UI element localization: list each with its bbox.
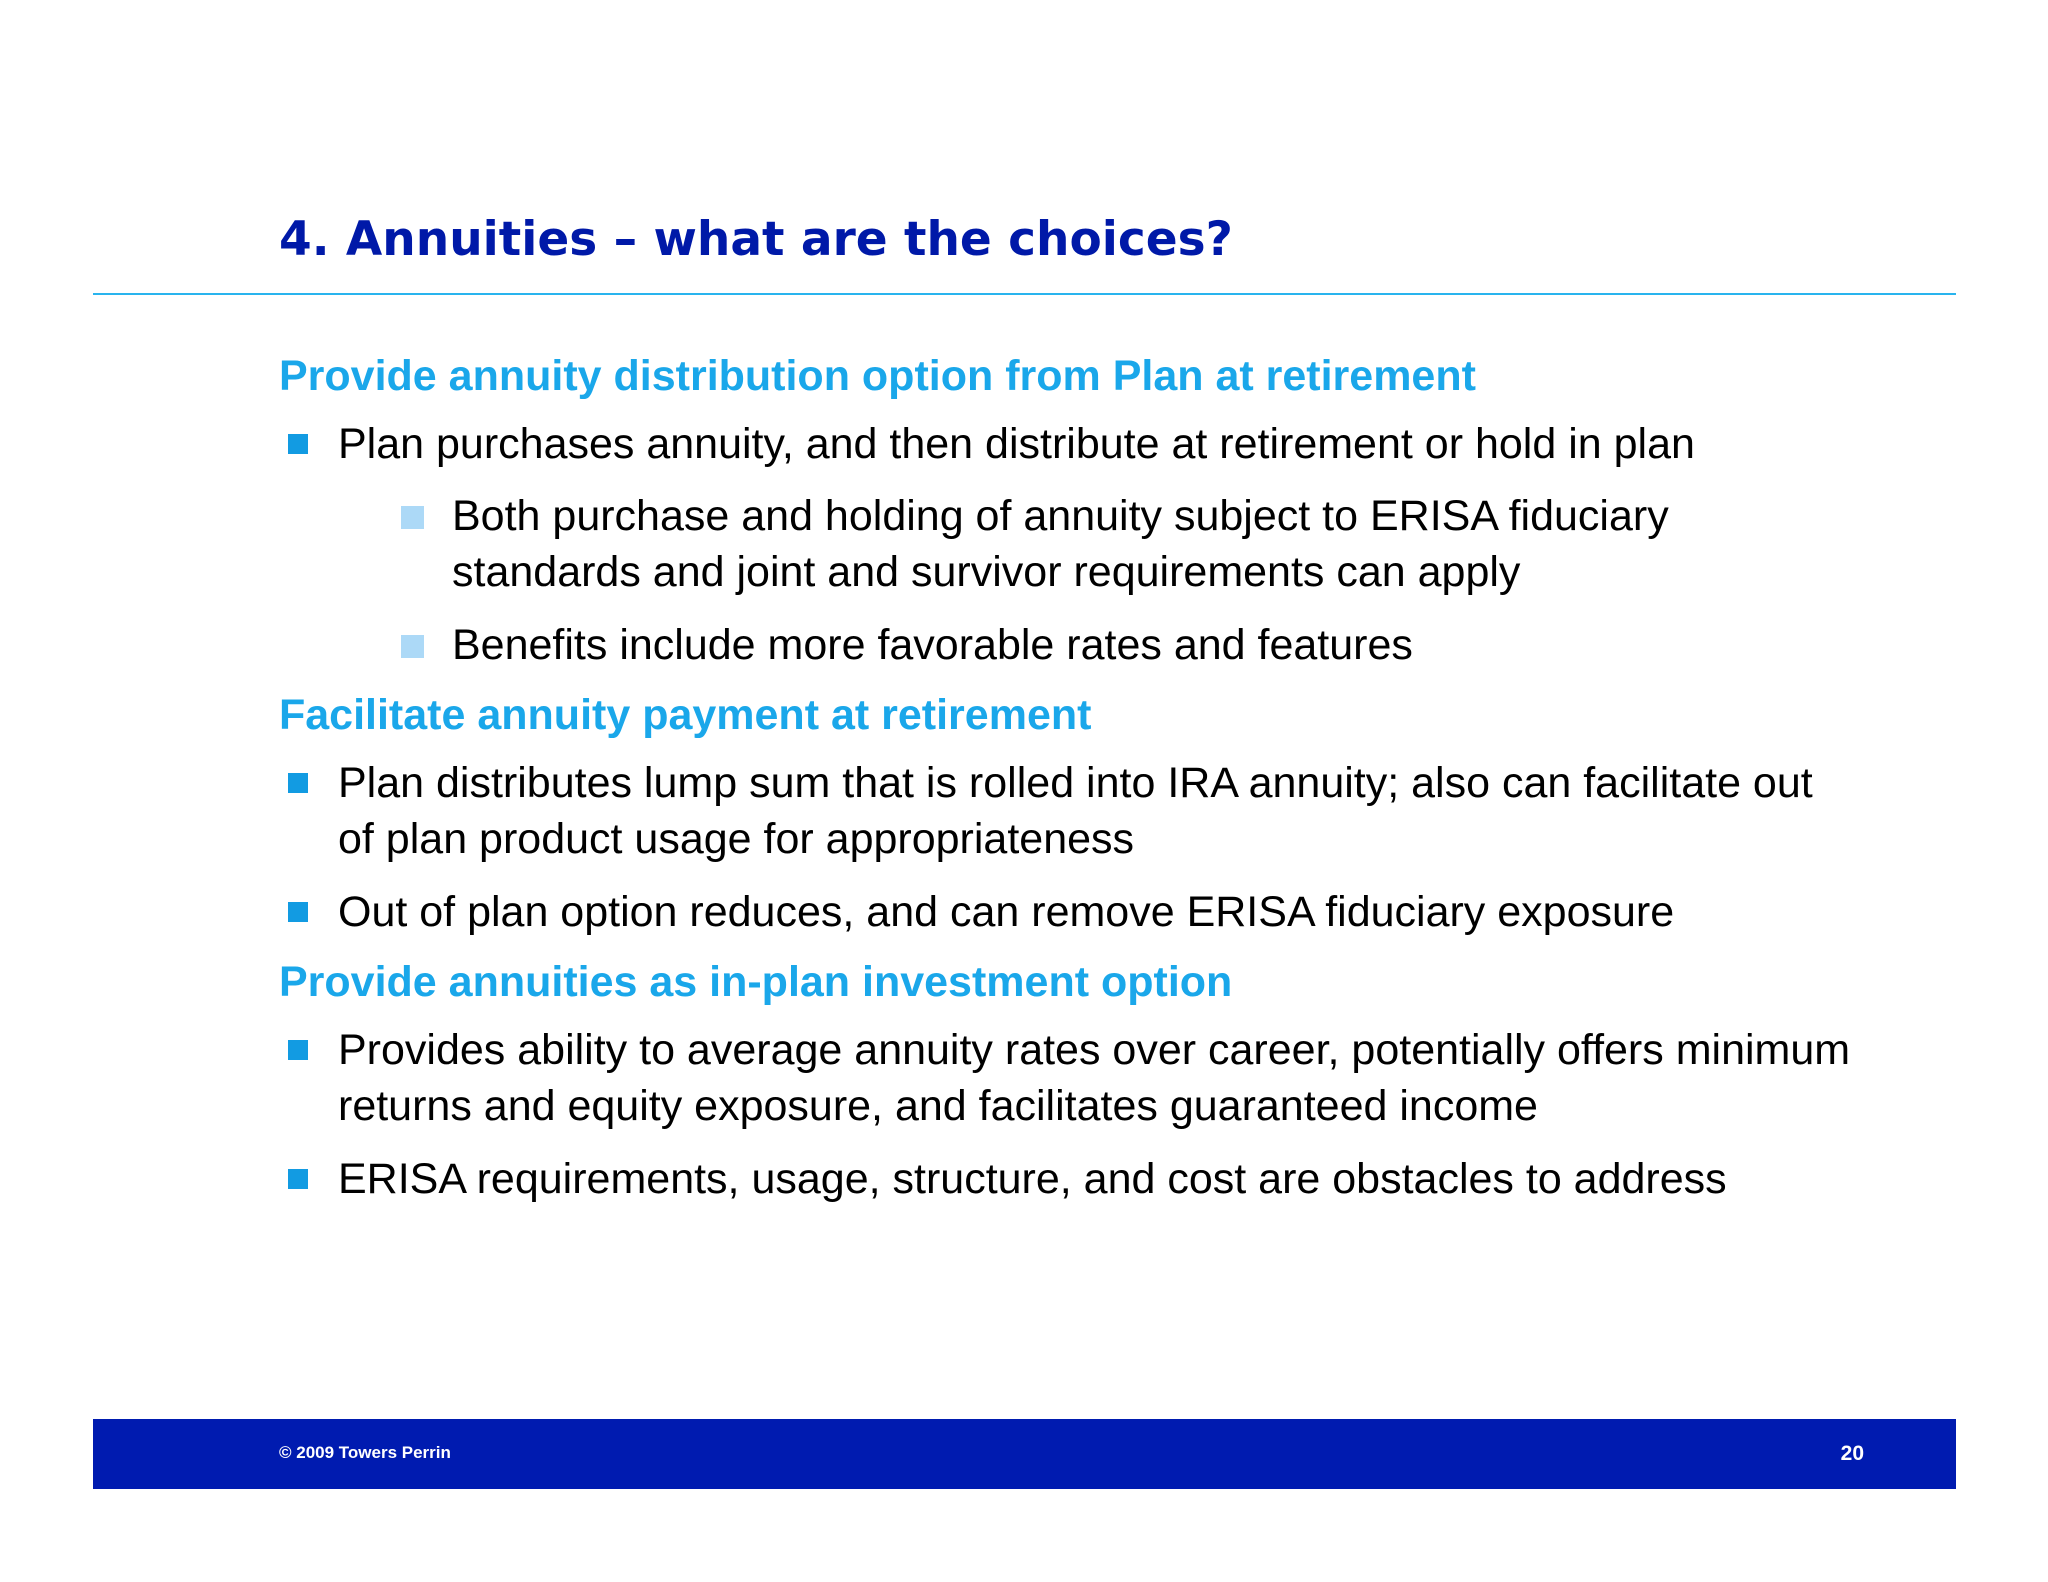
square-bullet-icon <box>288 1169 308 1189</box>
section-heading: Provide annuities as in-plan investment option <box>279 958 1233 1006</box>
square-bullet-icon <box>288 434 308 454</box>
section-annuity-payment <box>279 687 1859 940</box>
footer-bar <box>93 1419 1956 1489</box>
sub-bullet-list <box>338 488 1859 673</box>
section-annuity-distribution <box>279 348 1859 673</box>
bullet-text: Provides ability to average annuity rates over career, potentially offers minimum returns and equity exposure, and facilitates guaranteed income <box>338 1026 1851 1130</box>
slide-content <box>279 348 1859 1207</box>
bullet-text: Plan distributes lump sum that is rolled into IRA annuity; also can facilitate out of plan product usage for appropriateness <box>338 759 1813 863</box>
square-bullet-icon <box>288 902 308 922</box>
title-divider <box>93 293 1956 295</box>
bullet-item <box>279 884 1859 940</box>
page-number: 20 <box>1840 1442 1864 1465</box>
section-heading: Provide annuity distribution option from Plan at retirement <box>279 352 1476 400</box>
bullet-text: Plan purchases annuity, and then distribute at retirement or hold in plan <box>338 420 1695 468</box>
sub-bullet-text: Benefits include more favorable rates and features <box>452 621 1413 669</box>
section-heading: Facilitate annuity payment at retirement <box>279 691 1092 739</box>
bullet-text: ERISA requirements, usage, structure, and cost are obstacles to address <box>338 1155 1727 1203</box>
copyright-notice: © 2009 Towers Perrin <box>279 1443 451 1462</box>
bullet-item <box>279 1151 1859 1207</box>
sub-bullet-item <box>338 617 1859 673</box>
slide-title: 4. Annuities – what are the choices? <box>279 212 1233 267</box>
sub-bullet-text: Both purchase and holding of annuity subject to ERISA fiduciary standards and joint and survivor requirements can apply <box>452 492 1669 596</box>
bullet-item <box>279 755 1859 867</box>
section-in-plan-option <box>279 954 1859 1207</box>
sub-bullet-item <box>338 488 1859 600</box>
bullet-item <box>279 1022 1859 1134</box>
square-sub-bullet-icon <box>401 635 424 658</box>
square-bullet-icon <box>288 773 308 793</box>
bullet-item <box>279 416 1859 673</box>
bullet-text: Out of plan option reduces, and can remove ERISA fiduciary exposure <box>338 888 1675 936</box>
square-bullet-icon <box>288 1040 308 1060</box>
square-sub-bullet-icon <box>401 506 424 529</box>
